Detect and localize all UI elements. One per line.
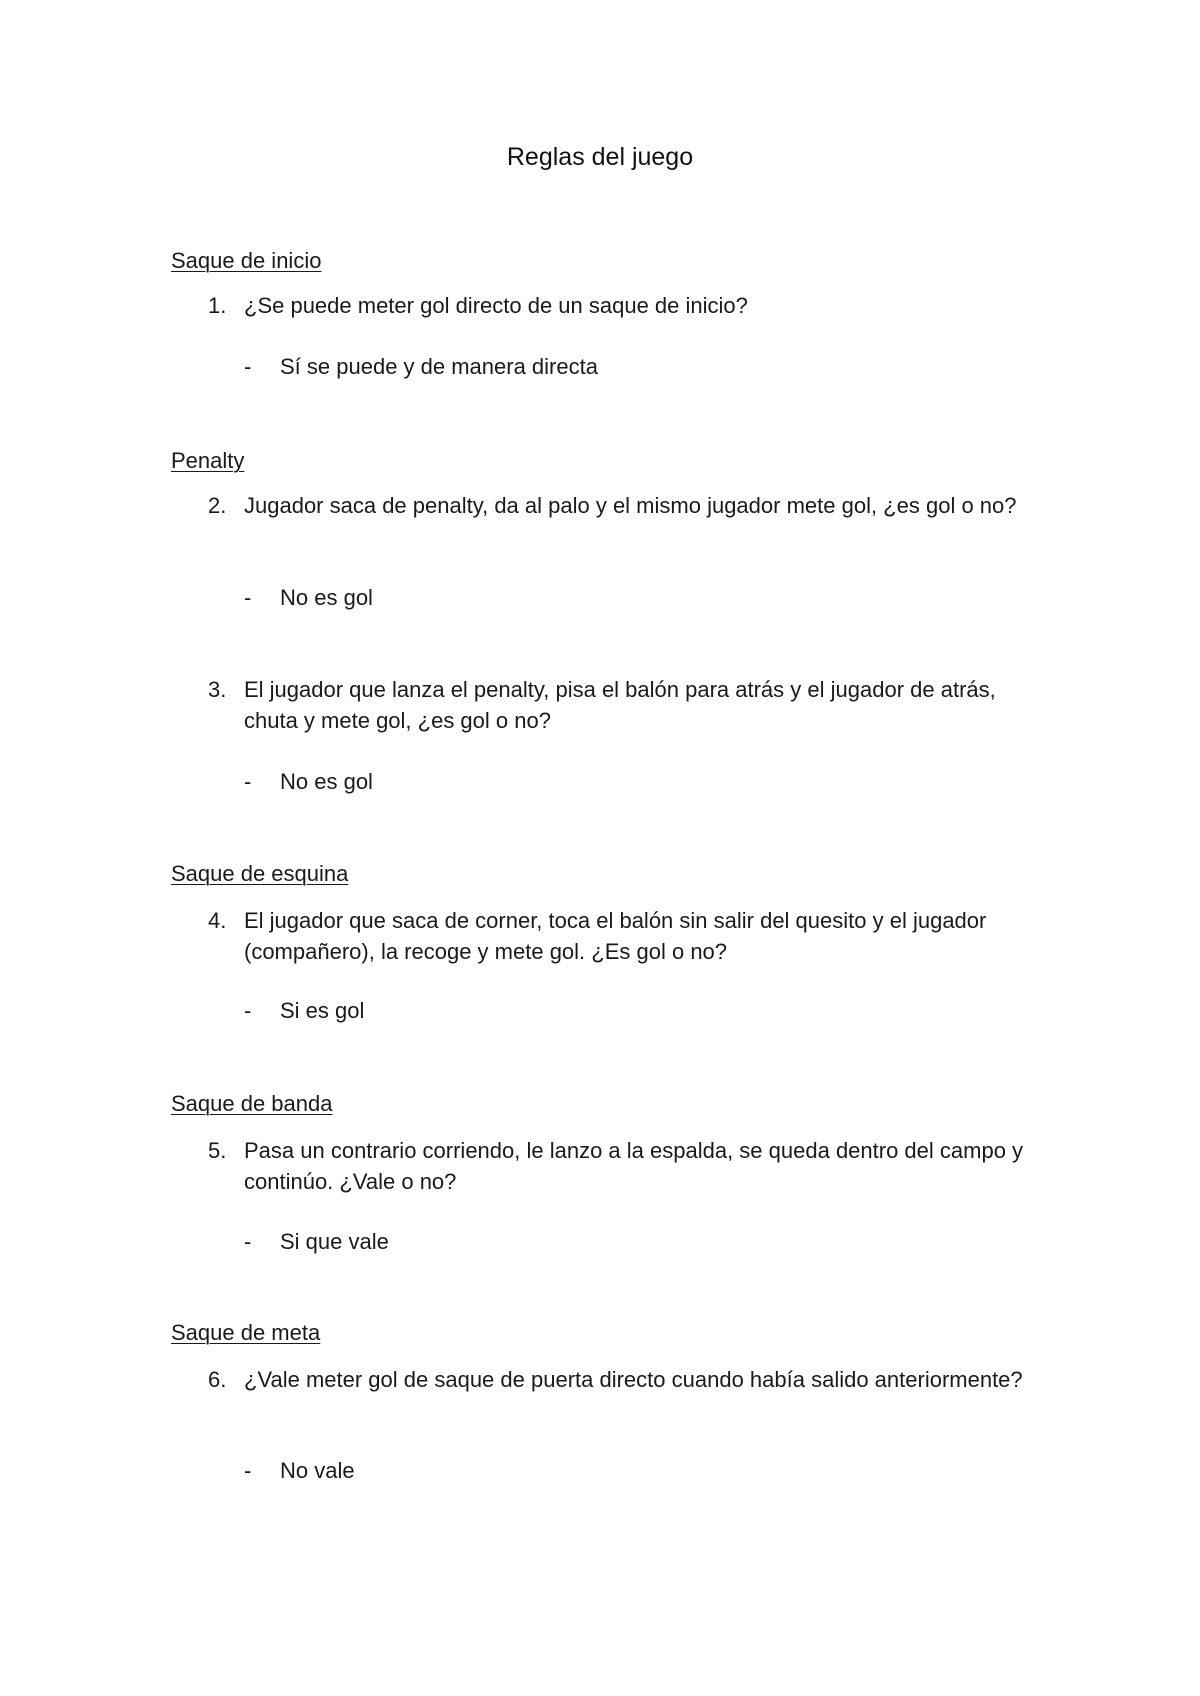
- answer-text: Si es gol: [280, 998, 365, 1023]
- question-text: El jugador que saca de corner, toca el balón sin salir del quesito y el jugador (compañero), la recoge y mete gol. ¿Es gol o no?: [244, 908, 987, 964]
- answer-bullet: -: [244, 1458, 252, 1483]
- answer-bullet: -: [244, 585, 252, 610]
- answer-item: [244, 354, 598, 380]
- question-text: ¿Vale meter gol de saque de puerta directo cuando había salido anteriormente?: [244, 1367, 1023, 1392]
- question-text: ¿Se puede meter gol directo de un saque de inicio?: [244, 293, 748, 318]
- answer-item: [244, 1458, 355, 1484]
- question-item: [208, 290, 1048, 321]
- question-number: 2.: [208, 493, 227, 518]
- question-number: 3.: [208, 677, 227, 702]
- answer-text: No vale: [280, 1458, 355, 1483]
- question-item: [208, 674, 1048, 736]
- question-number: 6.: [208, 1367, 227, 1392]
- answer-text: Si que vale: [280, 1229, 389, 1254]
- section-heading-saque-de-esquina: Saque de esquina: [171, 861, 349, 886]
- answer-bullet: -: [244, 1229, 252, 1254]
- question-item: [208, 1364, 1048, 1395]
- section-heading-saque-de-meta: Saque de meta: [171, 1320, 321, 1345]
- section-heading-saque-de-inicio: Saque de inicio: [171, 248, 322, 273]
- answer-item: [244, 769, 373, 795]
- question-number: 5.: [208, 1138, 227, 1163]
- answer-text: Sí se puede y de manera directa: [280, 354, 598, 379]
- question-text: Pasa un contrario corriendo, le lanzo a la espalda, se queda dentro del campo y continúo. ¿Vale o no?: [244, 1138, 1024, 1194]
- section-heading-saque-de-banda: Saque de banda: [171, 1091, 333, 1116]
- answer-text: No es gol: [280, 769, 373, 794]
- question-text: El jugador que lanza el penalty, pisa el balón para atrás y el jugador de atrás, chuta y mete gol, ¿es gol o no?: [244, 677, 996, 733]
- answer-bullet: -: [244, 769, 252, 794]
- answer-text: No es gol: [280, 585, 373, 610]
- answer-item: [244, 1229, 389, 1255]
- section-heading-penalty: Penalty: [171, 448, 245, 473]
- question-text: Jugador saca de penalty, da al palo y el mismo jugador mete gol, ¿es gol o no?: [244, 493, 1017, 518]
- question-item: [208, 490, 1048, 521]
- question-number: 1.: [208, 293, 227, 318]
- question-number: 4.: [208, 908, 227, 933]
- document-title: Reglas del juego: [506, 143, 694, 171]
- answer-item: [244, 585, 373, 611]
- question-item: [208, 1135, 1048, 1197]
- answer-bullet: -: [244, 998, 252, 1023]
- question-item: [208, 905, 1048, 967]
- answer-item: [244, 998, 364, 1024]
- answer-bullet: -: [244, 354, 252, 379]
